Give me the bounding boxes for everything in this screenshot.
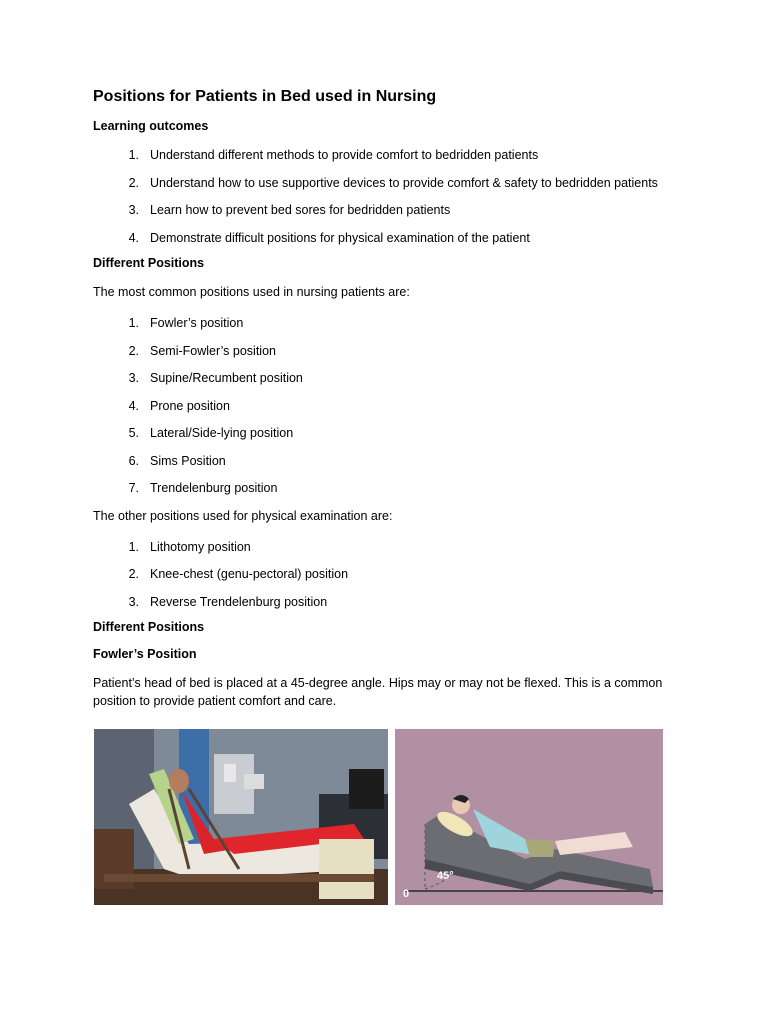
- list-text: Knee-chest (genu-pectoral) position: [150, 567, 349, 581]
- positions-intro: The most common positions used in nursing patients are:: [93, 285, 410, 299]
- list-item: [93, 174, 673, 192]
- list-number: 1.: [128, 539, 139, 554]
- list-item: [93, 424, 673, 442]
- list-item: [93, 229, 673, 247]
- different-positions-heading: Different Positions: [93, 256, 205, 270]
- list-item: [93, 369, 673, 387]
- list-item: [93, 146, 673, 164]
- learning-outcomes-heading: Learning outcomes: [93, 119, 209, 133]
- list-item: [93, 593, 673, 611]
- different-positions-heading-2: Different Positions: [93, 620, 205, 634]
- fowlers-position-heading: Fowler’s Position: [93, 647, 197, 661]
- list-item: [93, 565, 673, 583]
- list-text: Reverse Trendelenburg position: [150, 594, 328, 609]
- list-text: Semi-Fowler’s position: [150, 343, 276, 358]
- list-number: 6.: [128, 453, 139, 468]
- list-item: [93, 397, 673, 415]
- list-text: Fowler’s position: [150, 316, 244, 330]
- zero-label: 0: [403, 888, 410, 900]
- list-item: [93, 201, 673, 219]
- list-item: [93, 452, 673, 470]
- list-text: Lateral/Side-lying position: [150, 426, 294, 440]
- list-number: 4.: [128, 230, 139, 245]
- list-item: [93, 479, 673, 497]
- list-number: 7.: [128, 481, 139, 495]
- list-text: Prone position: [150, 398, 230, 413]
- fowlers-illustration: [395, 729, 663, 905]
- list-text: Learn how to prevent bed sores for bedridden patients: [150, 203, 451, 217]
- angle-label: 45°: [437, 870, 454, 882]
- list-text: Understand different methods to provide comfort to bedridden patients: [150, 148, 539, 162]
- list-number: 5.: [128, 426, 139, 440]
- positions-list: [93, 314, 673, 497]
- list-text: Trendelenburg position: [150, 481, 278, 495]
- fowlers-description: Patient’s head of bed is placed at a 45-degree angle. Hips may or may not be flexed. This is a common position to provide patient comfort and care.: [93, 676, 663, 708]
- list-number: 2.: [128, 343, 139, 358]
- list-text: Understand how to use supportive devices to provide comfort & safety to bedridden patients: [150, 175, 658, 190]
- list-number: 3.: [128, 203, 139, 217]
- list-number: 2.: [128, 567, 139, 581]
- fowlers-photo: [94, 729, 388, 905]
- list-text: Supine/Recumbent position: [150, 371, 303, 385]
- list-number: 2.: [128, 175, 139, 190]
- list-number: 4.: [128, 398, 139, 413]
- list-item: [93, 342, 673, 360]
- page-title: Positions for Patients in Bed used in Nursing: [93, 88, 437, 105]
- exam-intro: The other positions used for physical examination are:: [93, 508, 393, 523]
- list-number: 1.: [128, 148, 139, 162]
- list-item: [93, 538, 673, 556]
- learning-outcomes-list: [93, 146, 673, 247]
- figure-row: [94, 729, 664, 905]
- exam-positions-list: [93, 538, 673, 611]
- document-page: [93, 88, 673, 723]
- list-item: [93, 314, 673, 332]
- list-number: 3.: [128, 371, 139, 385]
- list-text: Sims Position: [150, 453, 226, 468]
- list-text: Demonstrate difficult positions for physical examination of the patient: [150, 230, 530, 245]
- list-text: Lithotomy position: [150, 539, 251, 554]
- list-number: 3.: [128, 594, 139, 609]
- list-number: 1.: [128, 316, 139, 330]
